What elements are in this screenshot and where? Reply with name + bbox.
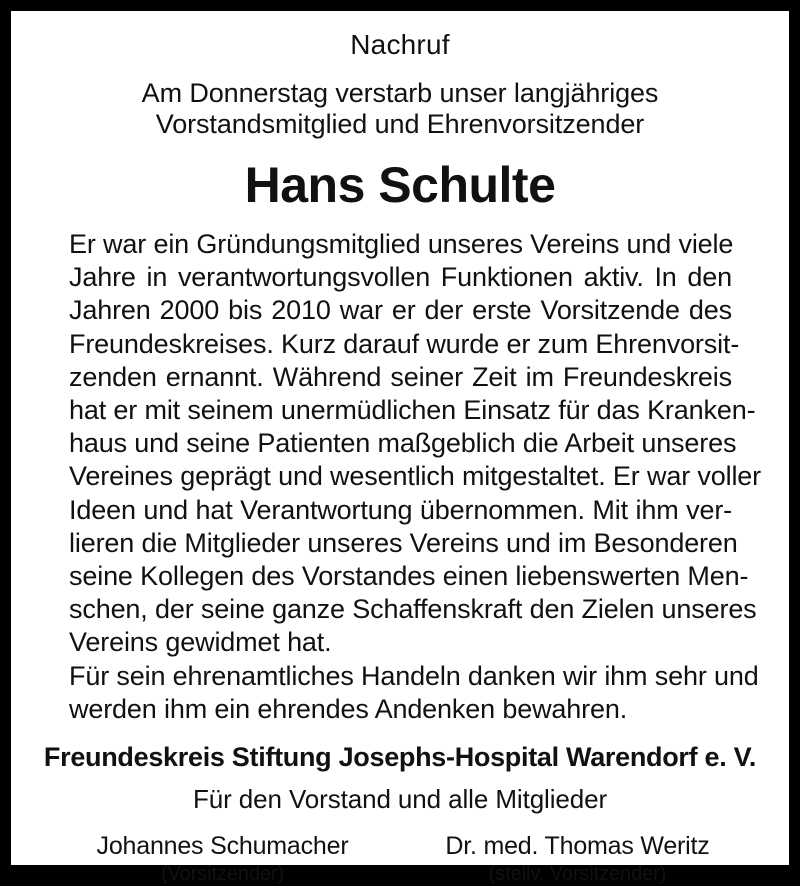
- signatory-row: [11, 832, 789, 886]
- body-line-12: schen, der seine ganze Schaffenskraft den Zielen unseres: [69, 594, 757, 625]
- obituary-notice: [11, 11, 789, 886]
- board-statement: Für den Vorstand und alle Mitglieder: [192, 784, 608, 815]
- body-line-3: Jahren 2000 bis 2010 war er der erste Vorsitzende des: [69, 295, 732, 326]
- signatory-2: [400, 832, 755, 886]
- intro-line-1: Am Donnerstag verstarb unser langjähriges: [141, 78, 659, 108]
- body-line-1: Er war ein Gründungsmitglied unseres Vereins und viele: [69, 229, 734, 259]
- intro-text: [11, 78, 789, 140]
- signatory-1: [45, 832, 400, 886]
- deceased-name: Hans Schulte: [244, 157, 556, 213]
- organization-name: Freundeskreis Stiftung Josephs-Hospital Warendorf e. V.: [43, 742, 757, 773]
- nachruf-heading: Nachruf: [350, 29, 450, 60]
- signatory-role: (Vorsitzender): [160, 863, 285, 886]
- body-line-14: Für sein ehrenamtliches Handeln danken wir ihm sehr und: [69, 660, 759, 691]
- body-line-5: zenden ernannt. Während seiner Zeit im Freundeskreis: [69, 361, 732, 392]
- body-line-4: Freundeskreises. Kurz darauf wurde er zum Ehrenvorsit-: [69, 328, 740, 359]
- obituary-body-text: [11, 228, 789, 726]
- signatory-name: Dr. med. Thomas Weritz: [445, 832, 710, 861]
- signatory-role: (stellv. Vorsitzender): [488, 863, 667, 886]
- body-line-15: werden ihm ein ehrendes Andenken bewahren.: [69, 693, 628, 724]
- body-line-8: Vereines geprägt und wesentlich mitgestaltet. Er war voller: [69, 461, 762, 492]
- body-line-13: Vereins gewidmet hat.: [69, 627, 332, 658]
- body-line-2: Jahre in verantwortungsvollen Funktionen aktiv. In den: [69, 262, 732, 293]
- body-line-9: Ideen und hat Verantwortung übernommen. Mit ihm ver-: [69, 494, 732, 525]
- body-line-11: seine Kollegen des Vorstandes einen liebenswerten Men-: [69, 561, 749, 592]
- body-line-10: lieren die Mitglieder unseres Vereins und im Besonderen: [69, 527, 738, 558]
- body-line-7: haus und seine Patienten maßgeblich die Arbeit unseres: [69, 428, 737, 459]
- intro-line-2: Vorstandsmitglied und Ehrenvorsitzender: [155, 109, 645, 139]
- body-line-6: hat er mit seinem unermüdlichen Einsatz für das Kranken-: [69, 395, 756, 426]
- signatory-name: Johannes Schumacher: [96, 832, 349, 861]
